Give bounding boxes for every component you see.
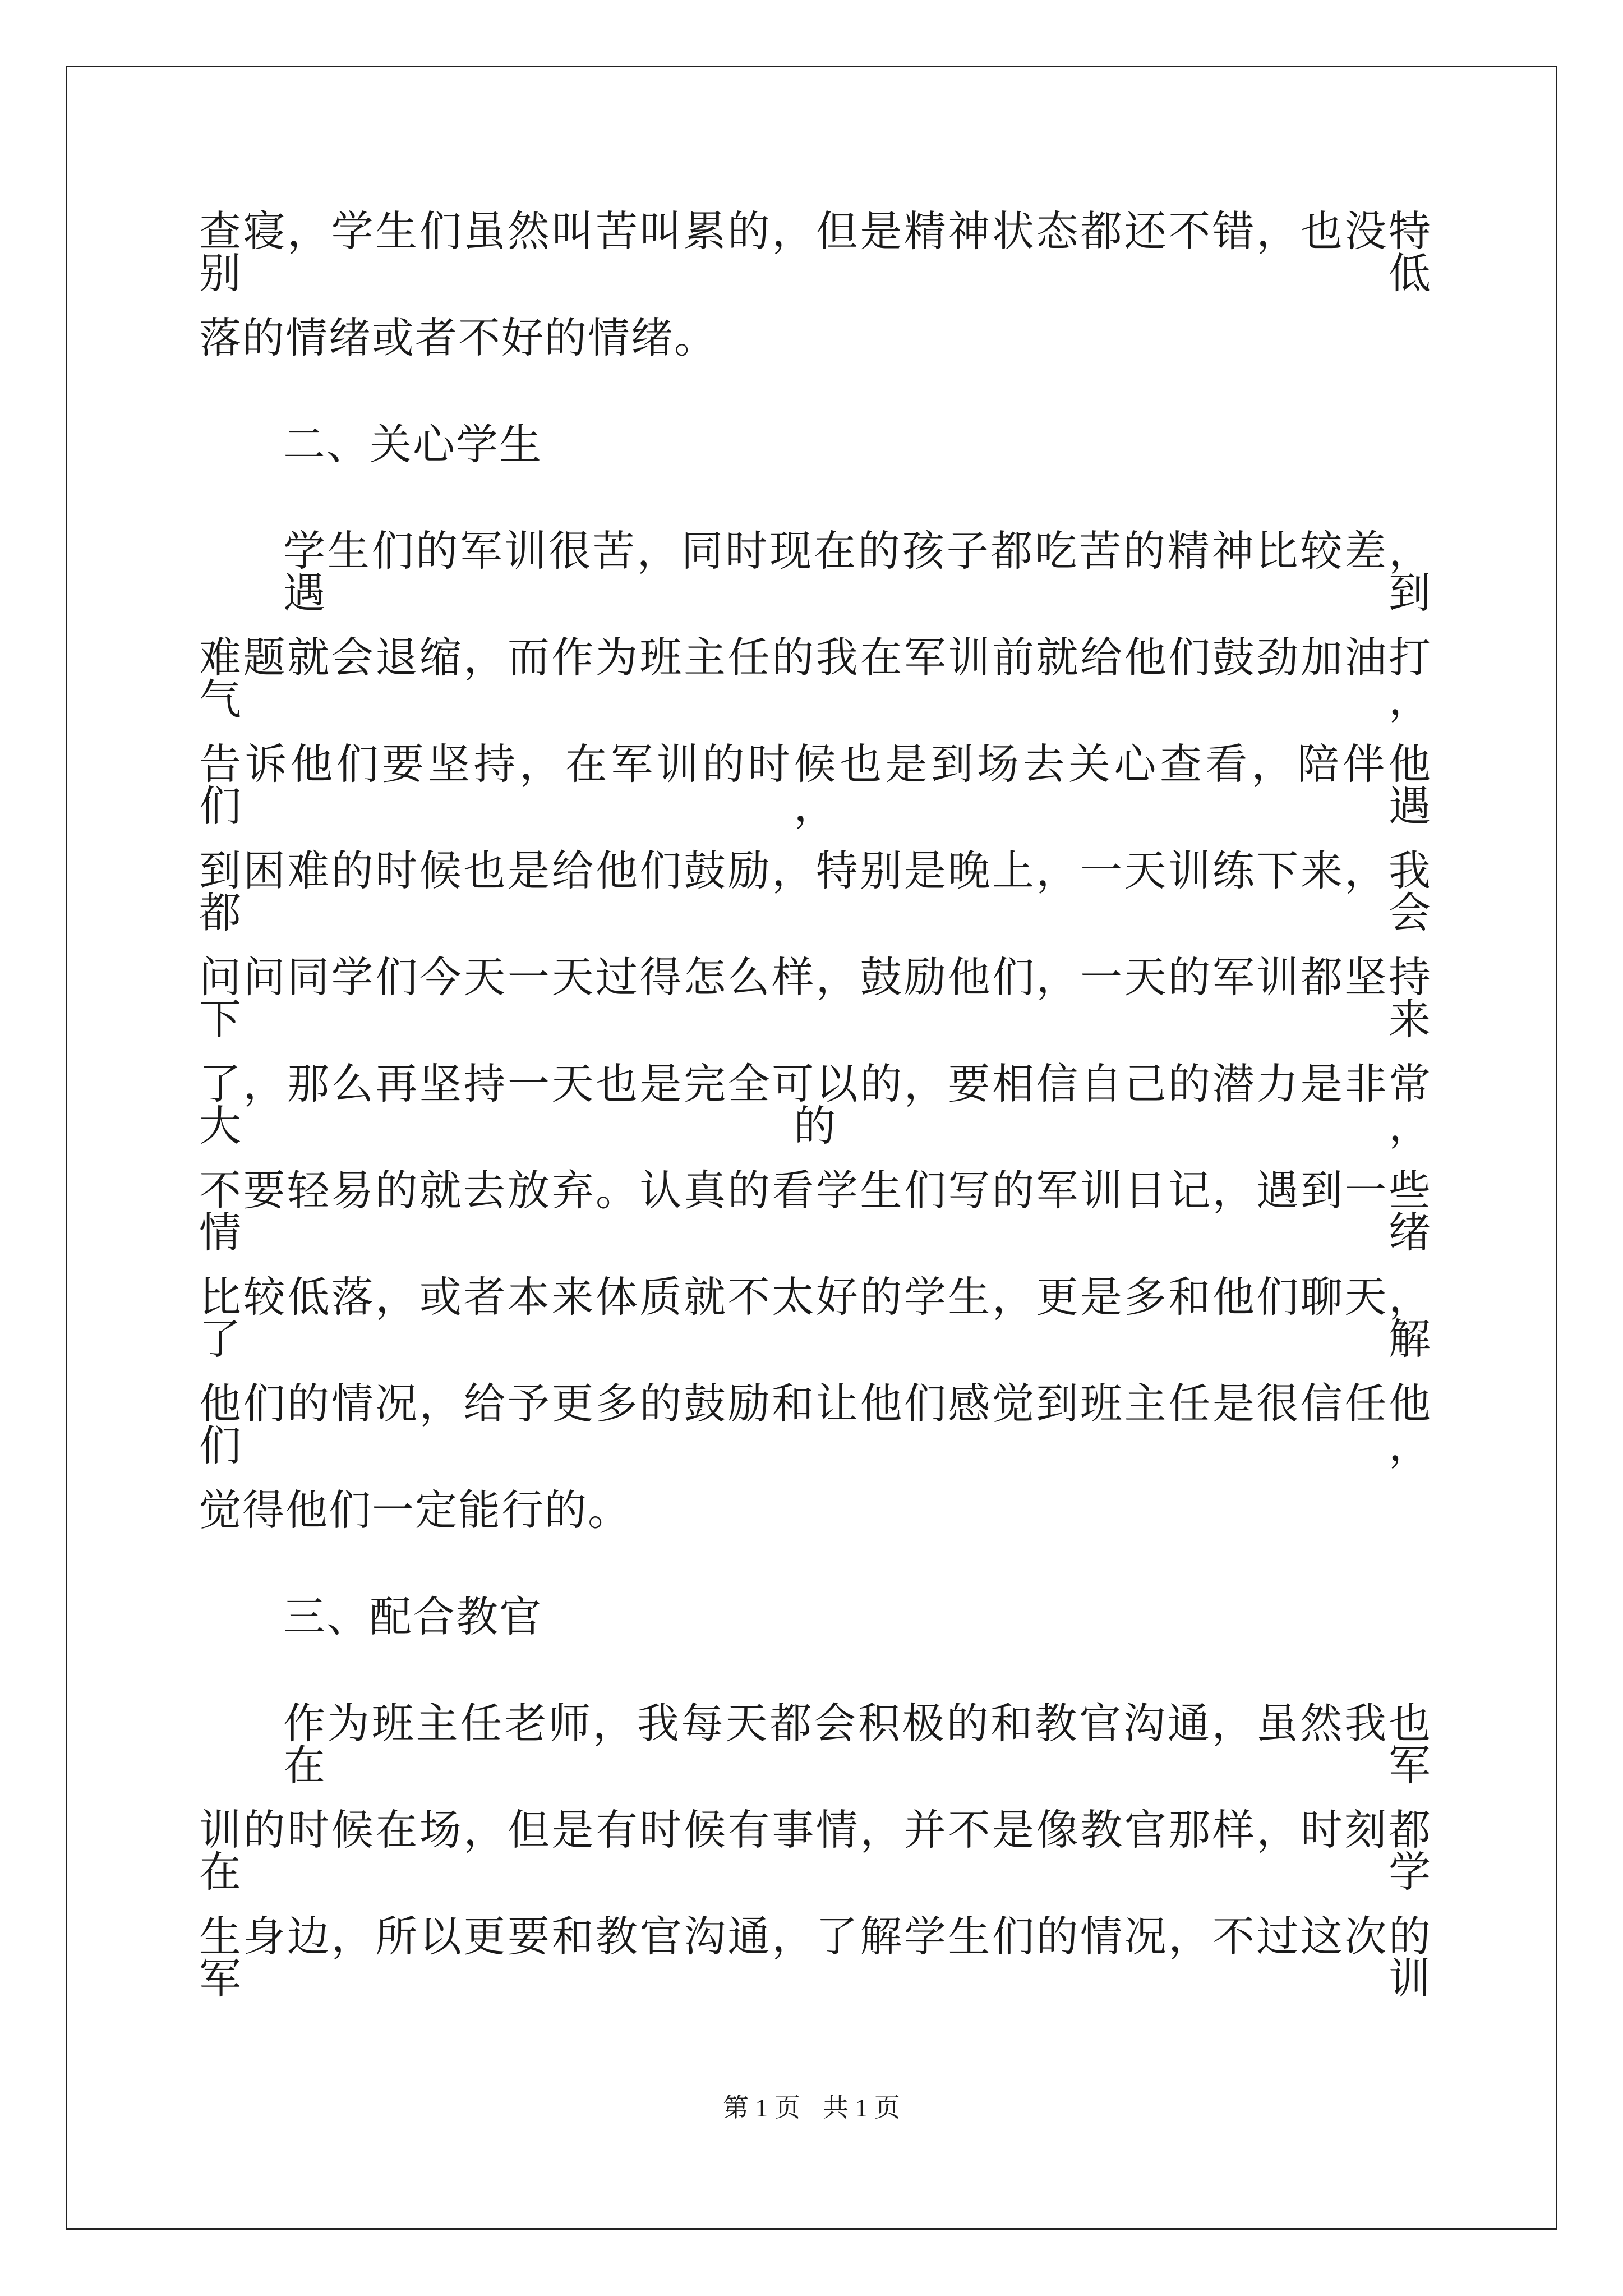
body-line-13: 觉得他们一定能行的。 [199,1485,631,1535]
body-line-16: 训的时候在场，但是有时候有事情，并不是像教官那样，时刻都在学 [199,1805,1432,1897]
body-line-12: 他们的情况，给予更多的鼓励和让他们感觉到班主任是很信任他们， [199,1379,1432,1470]
page-number: 第 1 页 [723,2093,800,2122]
body-line-15: 作为班主任老师，我每天都会积极的和教官沟通，虽然我也在军 [283,1699,1432,1790]
body-line-6: 告诉他们要坚持，在军训的时候也是到场去关心查看，陪伴他们，遇 [199,739,1432,831]
body-line-9: 了，那么再坚持一天也是完全可以的，要相信自己的潜力是非常大的， [199,1059,1432,1151]
body-line-17: 生身边，所以更要和教官沟通，了解学生们的情况，不过这次的军训 [199,1912,1432,2003]
page-total: 共 1 页 [823,2093,900,2122]
body-line-1: 查寝，学生们虽然叫苦叫累的，但是精神状态都还不错，也没特别低 [199,206,1432,298]
section-heading-3: 三、配合教官 [283,1592,543,1641]
document-body [199,206,1432,2022]
body-line-10: 不要轻易的就去放弃。认真的看学生们写的军训日记，遇到一些情绪 [199,1166,1432,1257]
page-footer [0,2094,1623,2122]
body-line-2: 落的情绪或者不好的情绪。 [199,313,718,362]
body-line-8: 问问同学们今天一天过得怎么样，鼓励他们，一天的军训都坚持下来 [199,953,1432,1044]
body-line-5: 难题就会退缩，而作为班主任的我在军训前就给他们鼓劲加油打气， [199,633,1432,724]
section-heading-2: 二、关心学生 [283,420,543,469]
body-line-7: 到困难的时候也是给他们鼓励，特别是晚上，一天训练下来，我都会 [199,846,1432,937]
body-line-11: 比较低落，或者本来体质就不太好的学生，更是多和他们聊天，了解 [199,1272,1432,1364]
body-line-4: 学生们的军训很苦，同时现在的孩子都吃苦的精神比较差，遇到 [283,526,1432,618]
